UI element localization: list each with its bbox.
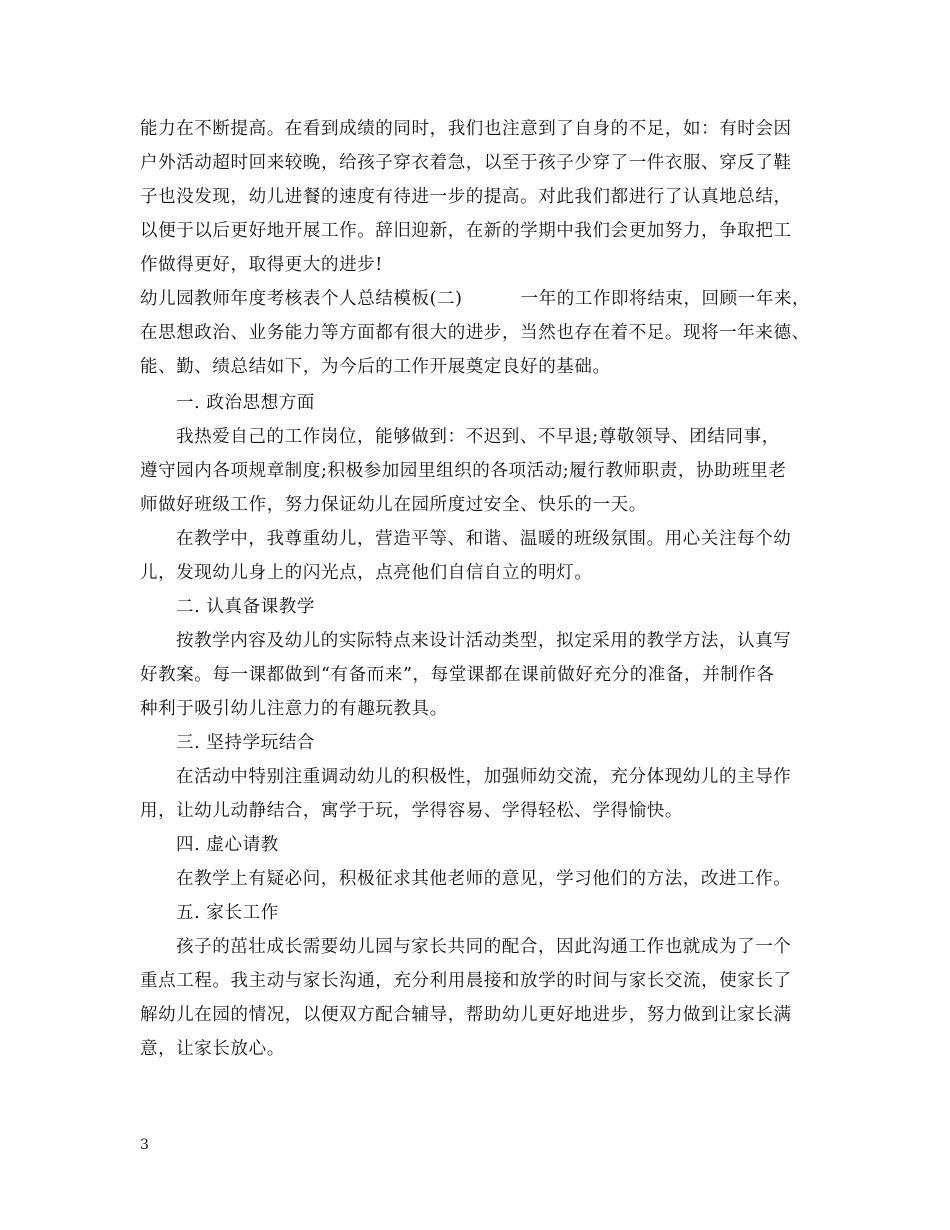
paragraph-line: 在教学上有疑必问，积极征求其他老师的意见，学习他们的方法，改进工作。 [176, 869, 792, 889]
paragraph-line: 种利于吸引幼儿注意力的有趣玩教具。 [140, 699, 448, 719]
paragraph-line: 我热爱自己的工作岗位，能够做到：不迟到、不早退;尊敬领导、团结同事， [176, 427, 780, 447]
page-number: 3 [140, 1137, 149, 1153]
template-heading-title: 幼儿园教师年度考核表个人总结模板(二) [140, 289, 463, 309]
paragraph-line: 以便于以后更好地开展工作。辞旧迎新，在新的学期中我们会更加努力，争取把工 [140, 221, 792, 241]
paragraph-line: 用，让幼儿动静结合，寓学于玩，学得容易、学得轻松、学得愉快。 [140, 801, 683, 821]
paragraph-line: 在思想政治、业务能力等方面都有很大的进步，当然也存在着不足。现将一年来德、 [140, 323, 810, 343]
section-heading-teaching: 二. 认真备课教学 [176, 597, 316, 617]
paragraph-line: 意，让家长放心。 [140, 1039, 285, 1059]
paragraph-line: 儿，发现幼儿身上的闪光点，点亮他们自信自立的明灯。 [140, 563, 593, 583]
paragraph-line: 师做好班级工作，努力保证幼儿在园所度过安全、快乐的一天。 [140, 495, 647, 515]
paragraph-line: 孩子的茁壮成长需要幼儿园与家长共同的配合，因此沟通工作也就成为了一个 [176, 937, 792, 957]
section-heading-political: 一. 政治思想方面 [176, 393, 316, 413]
paragraph-line: 按教学内容及幼儿的实际特点来设计活动类型，拟定采用的教学方法，认真写 [176, 631, 792, 651]
paragraph-line: 能、勤、绩总结如下，为今后的工作开展奠定良好的基础。 [140, 357, 611, 377]
paragraph-line: 在活动中特别注重调动幼儿的积极性，加强师幼交流，充分体现幼儿的主导作 [176, 767, 792, 787]
paragraph-line: 能力在不断提高。在看到成绩的同时，我们也注意到了自身的不足，如：有时会因 [140, 119, 792, 139]
paragraph-line: 重点工程。我主动与家长沟通，充分利用晨接和放学的时间与家长交流，使家长了 [140, 971, 792, 991]
section-heading-parents: 五. 家长工作 [176, 903, 279, 923]
paragraph-line: 遵守园内各项规章制度;积极参加园里组织的各项活动;履行教师职责，协助班里老 [140, 461, 787, 481]
paragraph-line: 在教学中，我尊重幼儿，营造平等、和谐、温暖的班级氛围。用心关注每个幼 [176, 529, 792, 549]
paragraph-line: 好教案。每一课都做到“有备而来”，每堂课都在课前做好充分的准备，并制作各 [140, 665, 775, 685]
paragraph-line: 子也没发现，幼儿进餐的速度有待进一步的提高。对此我们都进行了认真地总结， [140, 187, 792, 207]
paragraph-line: 作做得更好，取得更大的进步! [140, 255, 383, 275]
paragraph-line: 户外活动超时回来较晚，给孩子穿衣着急，以至于孩子少穿了一件衣服、穿反了鞋 [140, 153, 792, 173]
paragraph-line: 解幼儿在园的情况，以便双方配合辅导，帮助幼儿更好地进步，努力做到让家长满 [140, 1005, 792, 1025]
section-heading-learning-play: 三. 坚持学玩结合 [176, 733, 316, 753]
template-heading-continuation: 一年的工作即将结束，回顾一年来， [520, 289, 811, 309]
template-heading-line [140, 288, 810, 310]
section-heading-consult: 四. 虚心请教 [176, 835, 279, 855]
